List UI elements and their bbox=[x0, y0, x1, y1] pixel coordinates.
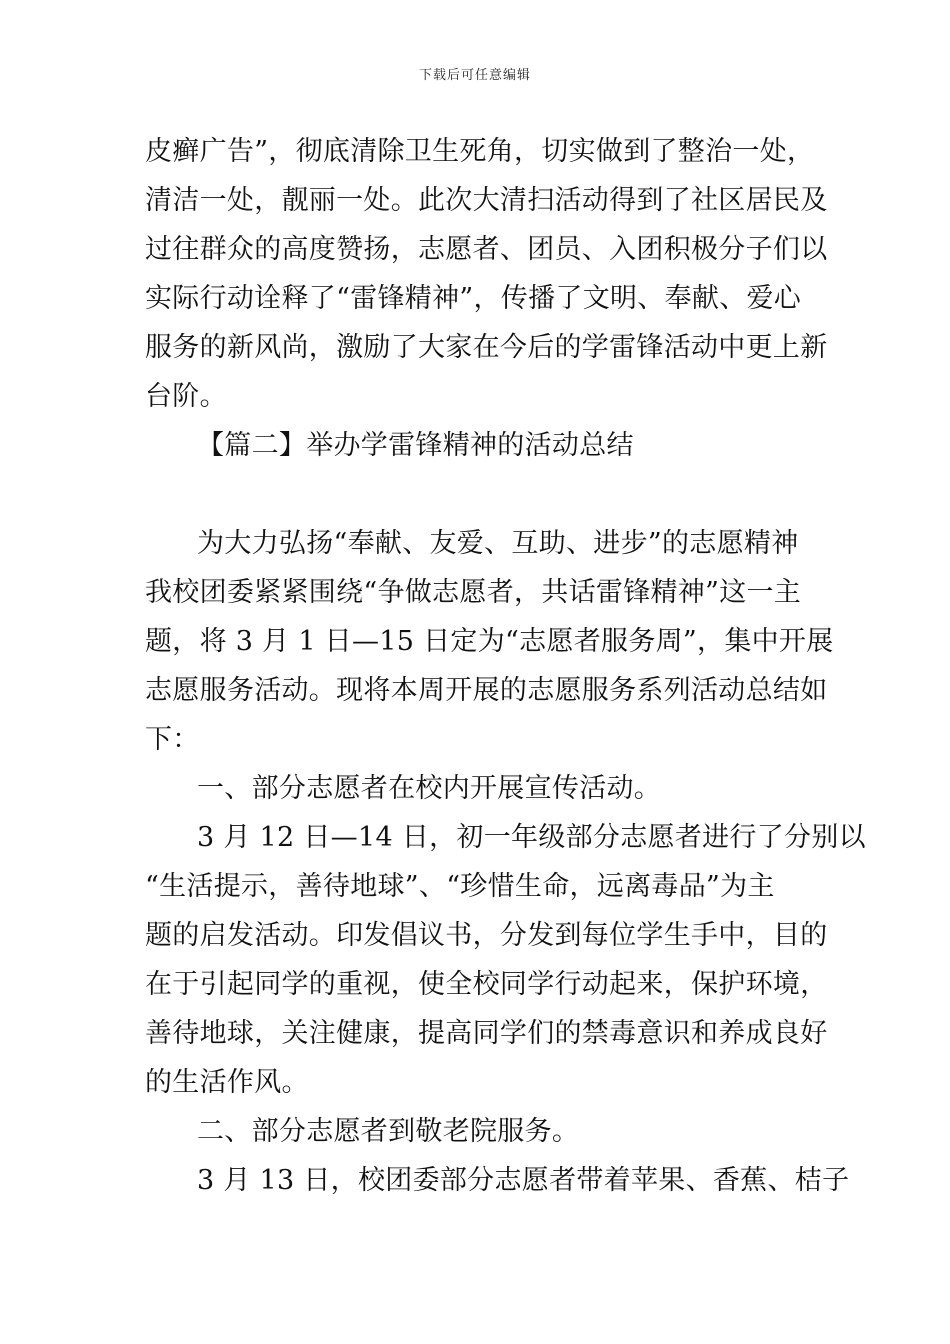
paragraph-line: 题，将 3 月 1 日—15 日定为“志愿者服务周”，集中开展 bbox=[145, 626, 834, 657]
paragraph-line: 善待地球，关注健康，提高同学们的禁毒意识和养成良好 bbox=[145, 1018, 828, 1049]
paragraph-line: 志愿服务活动。现将本周开展的志愿服务系列活动总结如 bbox=[145, 675, 828, 706]
header-note: 下载后可任意编辑 bbox=[418, 68, 531, 83]
paragraph-line: 台阶。 bbox=[145, 381, 227, 412]
paragraph-line: “生活提示，善待地球”、“珍惜生命，远离毒品”为主 bbox=[145, 871, 775, 902]
paragraph-line: 题的启发活动。印发倡议书，分发到每位学生手中，目的 bbox=[145, 920, 828, 951]
section-title: 【篇二】举办学雷锋精神的活动总结 bbox=[197, 430, 634, 461]
paragraph-line: 我校团委紧紧围绕“争做志愿者，共话雷锋精神”这一主 bbox=[145, 577, 802, 608]
paragraph-line: 为大力弘扬“奉献、友爱、互助、进步”的志愿精神 bbox=[197, 528, 799, 559]
paragraph-line: 实际行动诠释了“雷锋精神”，传播了文明、奉献、爱心 bbox=[145, 283, 802, 314]
paragraph-line: 3 月 12 日—14 日，初一年级部分志愿者进行了分别以 bbox=[197, 822, 866, 853]
paragraph-line: 过往群众的高度赞扬，志愿者、团员、入团积极分子们以 bbox=[145, 234, 828, 265]
paragraph-line: 服务的新风尚，激励了大家在今后的学雷锋活动中更上新 bbox=[145, 332, 828, 363]
document-body bbox=[145, 127, 866, 1205]
paragraph-line: 皮癣广告”，彻底清除卫生死角，切实做到了整治一处， bbox=[145, 136, 815, 167]
subheading: 一、部分志愿者在校内开展宣传活动。 bbox=[197, 773, 662, 804]
paragraph-line: 下： bbox=[145, 724, 200, 755]
paragraph-line: 的生活作风。 bbox=[145, 1067, 309, 1098]
subheading: 二、部分志愿者到敬老院服务。 bbox=[197, 1116, 580, 1147]
paragraph-line: 清洁一处，靓丽一处。此次大清扫活动得到了社区居民及 bbox=[145, 185, 828, 216]
paragraph-line: 在于引起同学的重视，使全校同学行动起来，保护环境， bbox=[145, 969, 828, 1000]
blank-line bbox=[145, 470, 805, 519]
paragraph-line: 3 月 13 日，校团委部分志愿者带着苹果、香蕉、桔子 bbox=[197, 1165, 850, 1196]
